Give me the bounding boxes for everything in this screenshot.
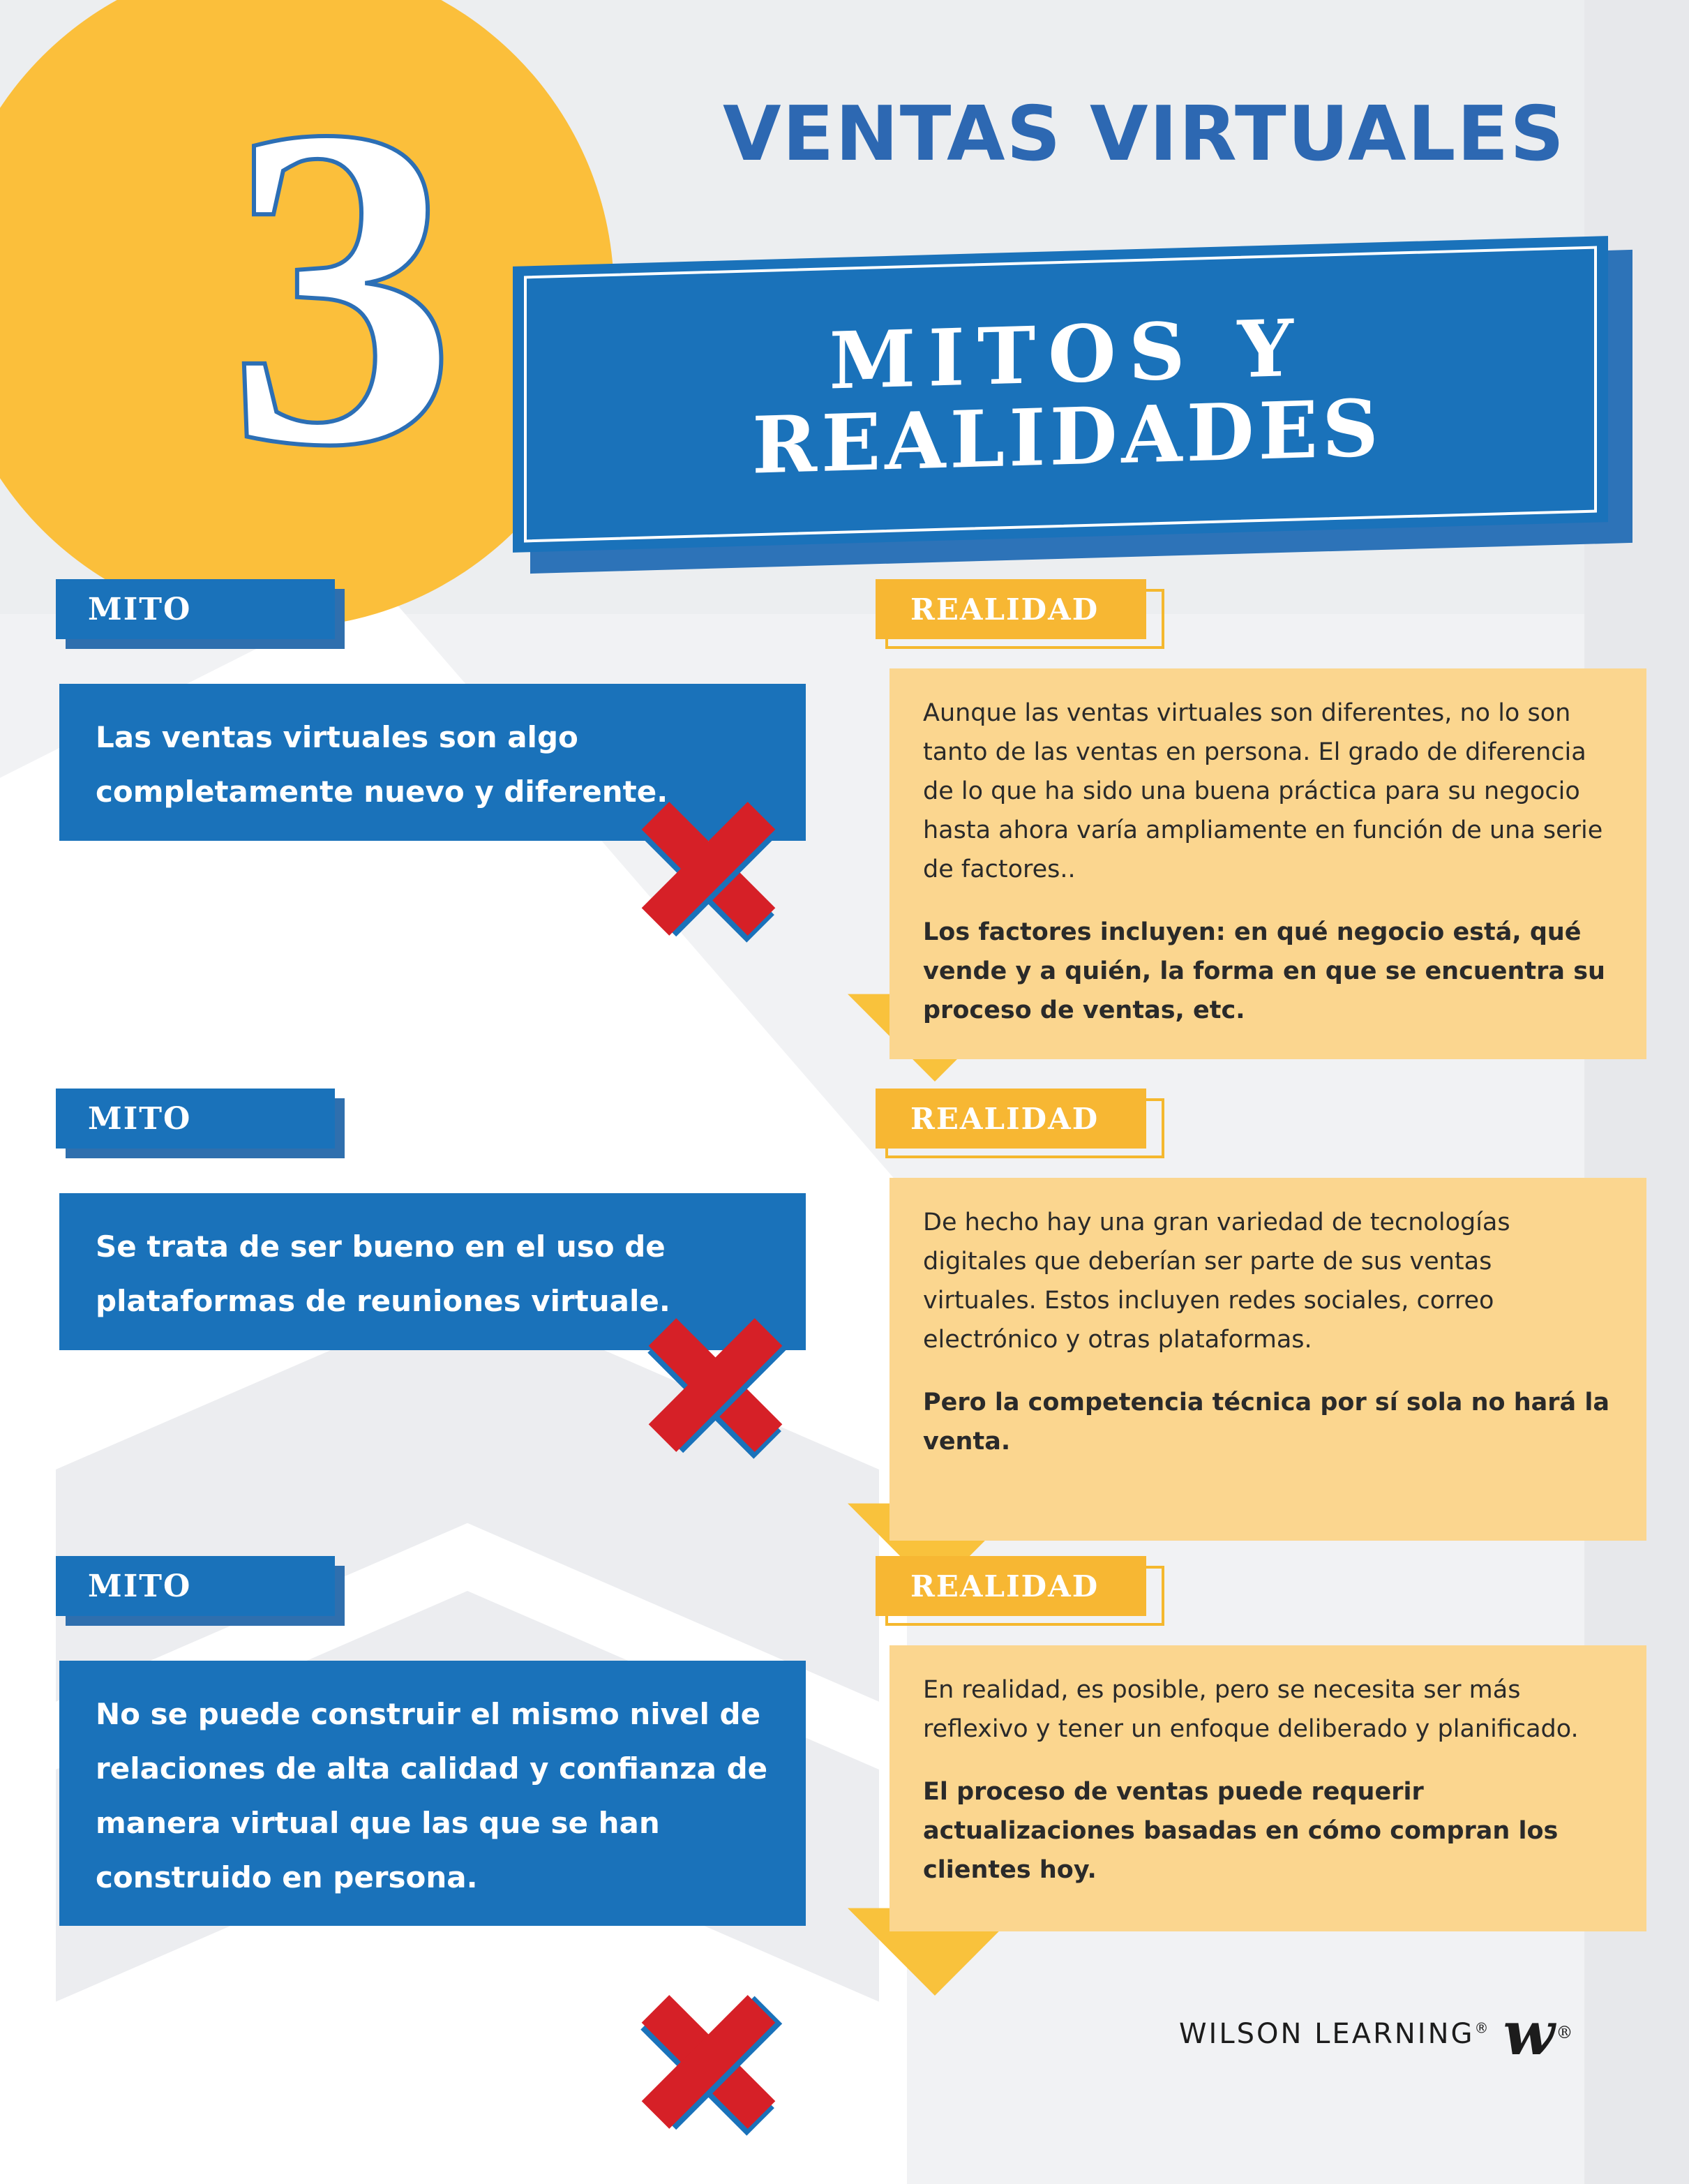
cross-icon: [628, 1298, 802, 1472]
reality-tag-box: [876, 579, 1146, 639]
reality-tag-box: [876, 1089, 1146, 1149]
myth-tag-label: MITO: [88, 591, 192, 627]
logo-wordmark: [1179, 2018, 1491, 2050]
myth-text-1: Las ventas virtuales son algo completamente nuevo y diferente.: [59, 684, 806, 841]
logo-symbol: [1503, 1998, 1573, 2069]
cross-icon: [621, 781, 795, 956]
banner-line-1: MITOS Y: [829, 302, 1306, 407]
reality-paragraph-bold: Los factores incluyen: en qué negocio está, qué vende y a quién, la forma en que se encuentra su proceso de ventas, etc.: [923, 918, 1605, 1024]
header-number: 3: [227, 31, 450, 541]
page-title: VENTAS VIRTUALES: [722, 91, 1566, 178]
reality-tag-label: REALIDAD: [910, 592, 1099, 627]
reality-paragraph: Aunque las ventas virtuales son diferentes, no lo son tanto de las ventas en persona. El grado de diferencia de lo que ha sido una buena práctica para su negocio hasta ahora varía ampliamente en función de una serie de factores..: [923, 699, 1603, 883]
myth-text-3: No se puede construir el mismo nivel de relaciones de alta calidad y confianza de manera virtual que las que se han construido en persona.: [59, 1661, 806, 1926]
reality-text-3: [889, 1645, 1646, 1931]
myth-tag-label: MITO: [88, 1100, 192, 1137]
logo-registered-mark: ®: [1474, 2019, 1491, 2037]
myth-text-2: Se trata de ser bueno en el uso de plataformas de reuniones virtuale.: [59, 1193, 806, 1350]
reality-text-2: [889, 1178, 1646, 1541]
reality-text-1: [889, 668, 1646, 1059]
cross-icon: [621, 1975, 795, 2149]
logo-symbol-registered: ®: [1556, 2023, 1573, 2042]
reality-paragraph: En realidad, es posible, pero se necesita ser más reflexivo y tener un enfoque deliberado y planificado.: [923, 1676, 1579, 1743]
myth-tag-box: [56, 579, 335, 639]
reality-tag-label: REALIDAD: [910, 1101, 1099, 1136]
myth-tag-label: MITO: [88, 1568, 192, 1604]
myth-tag-box: [56, 1089, 335, 1149]
reality-paragraph-bold: El proceso de ventas puede requerir actualizaciones basadas en cómo compran los clientes hoy.: [923, 1778, 1559, 1884]
logo-wordmark-text: WILSON LEARNING: [1179, 2018, 1475, 2050]
logo-symbol-letter: w: [1503, 1998, 1555, 2069]
reality-tag-label: REALIDAD: [910, 1569, 1099, 1603]
banner-line-2: REALIDADES: [752, 382, 1383, 492]
reality-tag-box: [876, 1556, 1146, 1616]
title-banner-text: [530, 248, 1605, 544]
reality-paragraph-bold: Pero la competencia técnica por sí sola no hará la venta.: [923, 1389, 1609, 1456]
wilson-learning-logo: [1179, 1992, 1612, 2076]
reality-paragraph: De hecho hay una gran variedad de tecnologías digitales que deberían ser parte de sus ventas virtuales. Estos incluyen redes sociales, correo electrónico y otras plataformas.: [923, 1209, 1510, 1354]
myth-tag-box: [56, 1556, 335, 1616]
